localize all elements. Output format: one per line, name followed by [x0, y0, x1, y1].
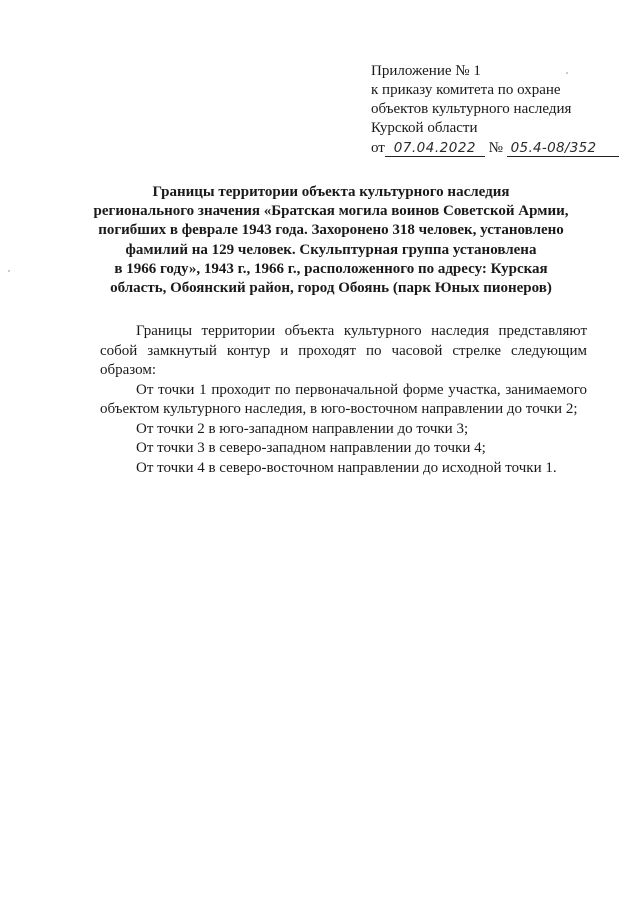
handwritten-order-number: 05.4-08/352 — [507, 141, 619, 157]
title-line: в 1966 году», 1943 г., 1966 г., расположенного по адресу: Курская — [114, 260, 548, 277]
body-paragraph: От точки 4 в северо-восточном направлении до исходной точки 1. — [136, 459, 557, 476]
appendix-block — [371, 62, 621, 158]
title-line: регионального значения «Братская могила воинов Советской Армии, — [93, 203, 569, 220]
body-paragraph: От точки 2 в юго-западном направлении до точки 3; — [136, 420, 469, 437]
document-title — [75, 183, 587, 298]
appendix-order-line: к приказу комитета по охране — [371, 82, 561, 98]
title-line: область, Обоянский район, город Обоянь (парк Юных пионеров) — [110, 280, 552, 297]
title-line: фамилий на 129 человек. Скульптурная группа установлена — [125, 241, 537, 258]
scan-speck — [8, 270, 10, 272]
handwritten-date: 07.04.2022 — [385, 141, 485, 157]
number-label: № — [488, 140, 503, 156]
appendix-region-line: Курской области — [371, 120, 478, 136]
document-body — [100, 322, 587, 478]
title-line: Границы территории объекта культурного наследия — [152, 184, 510, 200]
title-line: погибших в феврале 1943 года. Захоронено 318 человек, установлено — [98, 222, 564, 239]
appendix-committee-line: объектов культурного наследия — [371, 101, 572, 117]
body-paragraph: От точки 1 проходит по первоначальной форме участка, занимаемого объектом культурного наследия, в юго-восточном направлении до точки 2; — [100, 381, 587, 417]
from-label: от — [371, 140, 385, 156]
appendix-title: Приложение № 1 — [371, 63, 481, 79]
body-paragraph: От точки 3 в северо-западном направлении до точки 4; — [136, 440, 486, 456]
body-paragraph: Границы территории объекта культурного наследия представляют собой замкнутый контур и проходят по часовой стрелке следующим образом: — [100, 323, 587, 378]
appendix-date-line — [371, 139, 621, 158]
